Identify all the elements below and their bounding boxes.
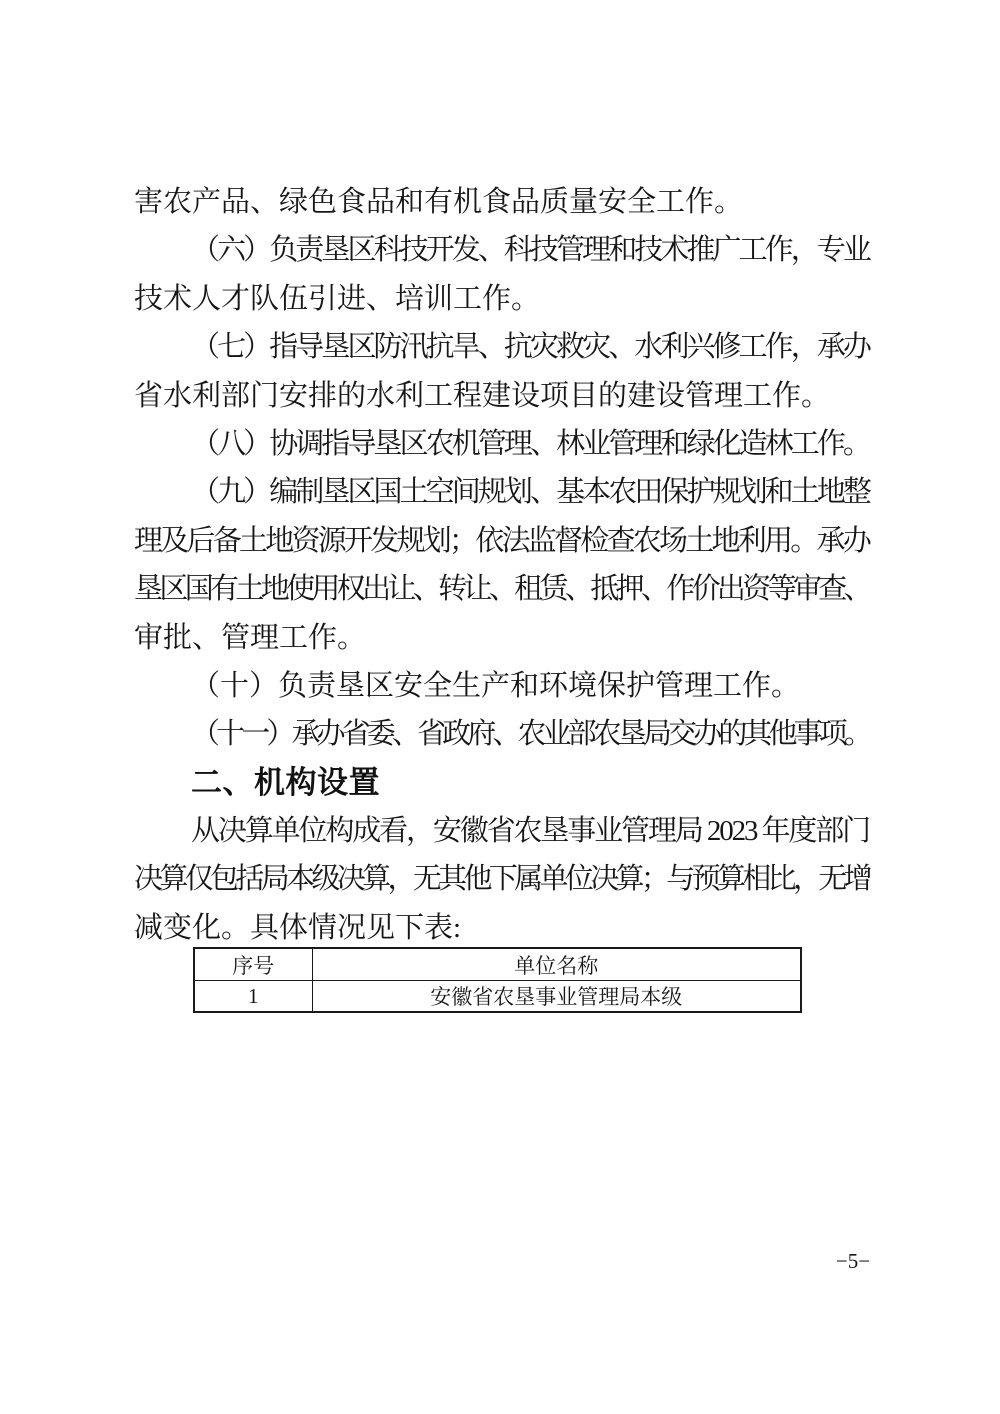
table-header-row — [194, 948, 801, 981]
section-heading — [134, 759, 869, 807]
text-line — [134, 468, 869, 516]
text-run: 从决算单位构成看，安徽省农垦事业管理局 2023 年度部门 — [191, 815, 869, 848]
text-run: 害农产品、绿色食品和有机食品质量安全工作。 — [134, 186, 744, 218]
section — [134, 759, 869, 807]
table-row — [194, 981, 801, 1013]
text-line — [134, 226, 869, 274]
text-run: 决算仅包括局本级决算，无其他下属单位决算；与预算相比，无增 — [134, 863, 869, 896]
paragraph — [134, 178, 869, 226]
text-run: （七）指导垦区防汛抗旱、抗灾救灾、水利兴修工作，承办 — [191, 331, 869, 364]
paragraph — [134, 468, 869, 662]
text-run: （六）负责垦区科技开发、科技管理和技术推广工作，专业 — [191, 234, 869, 267]
paragraph — [134, 807, 869, 952]
page-number: −5− — [835, 1249, 871, 1273]
text-run: 理及后备土地资源开发规划；依法监督检查农场土地利用。承办 — [134, 524, 869, 557]
text-line — [134, 517, 869, 565]
text-run: （十一）承办省委、省政府、农业部农垦局交办的其他事项。 — [191, 718, 869, 751]
text-line — [134, 904, 869, 952]
text-line — [134, 275, 869, 323]
text-line — [134, 807, 869, 855]
paragraph — [134, 710, 869, 758]
paragraph — [134, 226, 869, 323]
text-line — [134, 614, 869, 662]
units-table — [193, 947, 802, 1013]
text-line — [134, 178, 869, 226]
text-run: 垦区国有土地使用权出让、转让、租赁、抵押、作价出资等审查、 — [134, 573, 869, 606]
document-body — [134, 178, 869, 952]
text-line — [134, 855, 869, 903]
text-run: （九）编制垦区国土空间规划、基本农田保护规划和土地整 — [191, 476, 869, 509]
text-run: （十）负责垦区安全生产和环境保护管理工作。 — [191, 669, 801, 702]
text-line — [134, 323, 869, 371]
text-run: 技术人才队伍引进、培训工作。 — [134, 282, 541, 315]
text-run: 省水利部门安排的水利工程建设项目的建设管理工作。 — [134, 379, 831, 412]
text-run: 审批、管理工作。 — [134, 621, 367, 654]
paragraph — [134, 323, 869, 420]
table-header-cell: 序号 — [194, 948, 312, 981]
text-run: 减变化。具体情况见下表: — [134, 911, 462, 944]
text-run: （八）协调指导垦区农机管理、林业管理和绿化造林工作。 — [191, 427, 869, 460]
text-line — [134, 565, 869, 613]
table-header-cell: 单位名称 — [312, 948, 801, 981]
text-line — [134, 710, 869, 758]
text-run: 二、机构设置 — [191, 764, 380, 800]
paragraph — [134, 662, 869, 710]
text-line — [134, 372, 869, 420]
table-cell: 1 — [194, 981, 312, 1013]
table-cell: 安徽省农垦事业管理局本级 — [312, 981, 801, 1013]
paragraph — [134, 420, 869, 468]
text-line — [134, 420, 869, 468]
text-line — [134, 662, 869, 710]
